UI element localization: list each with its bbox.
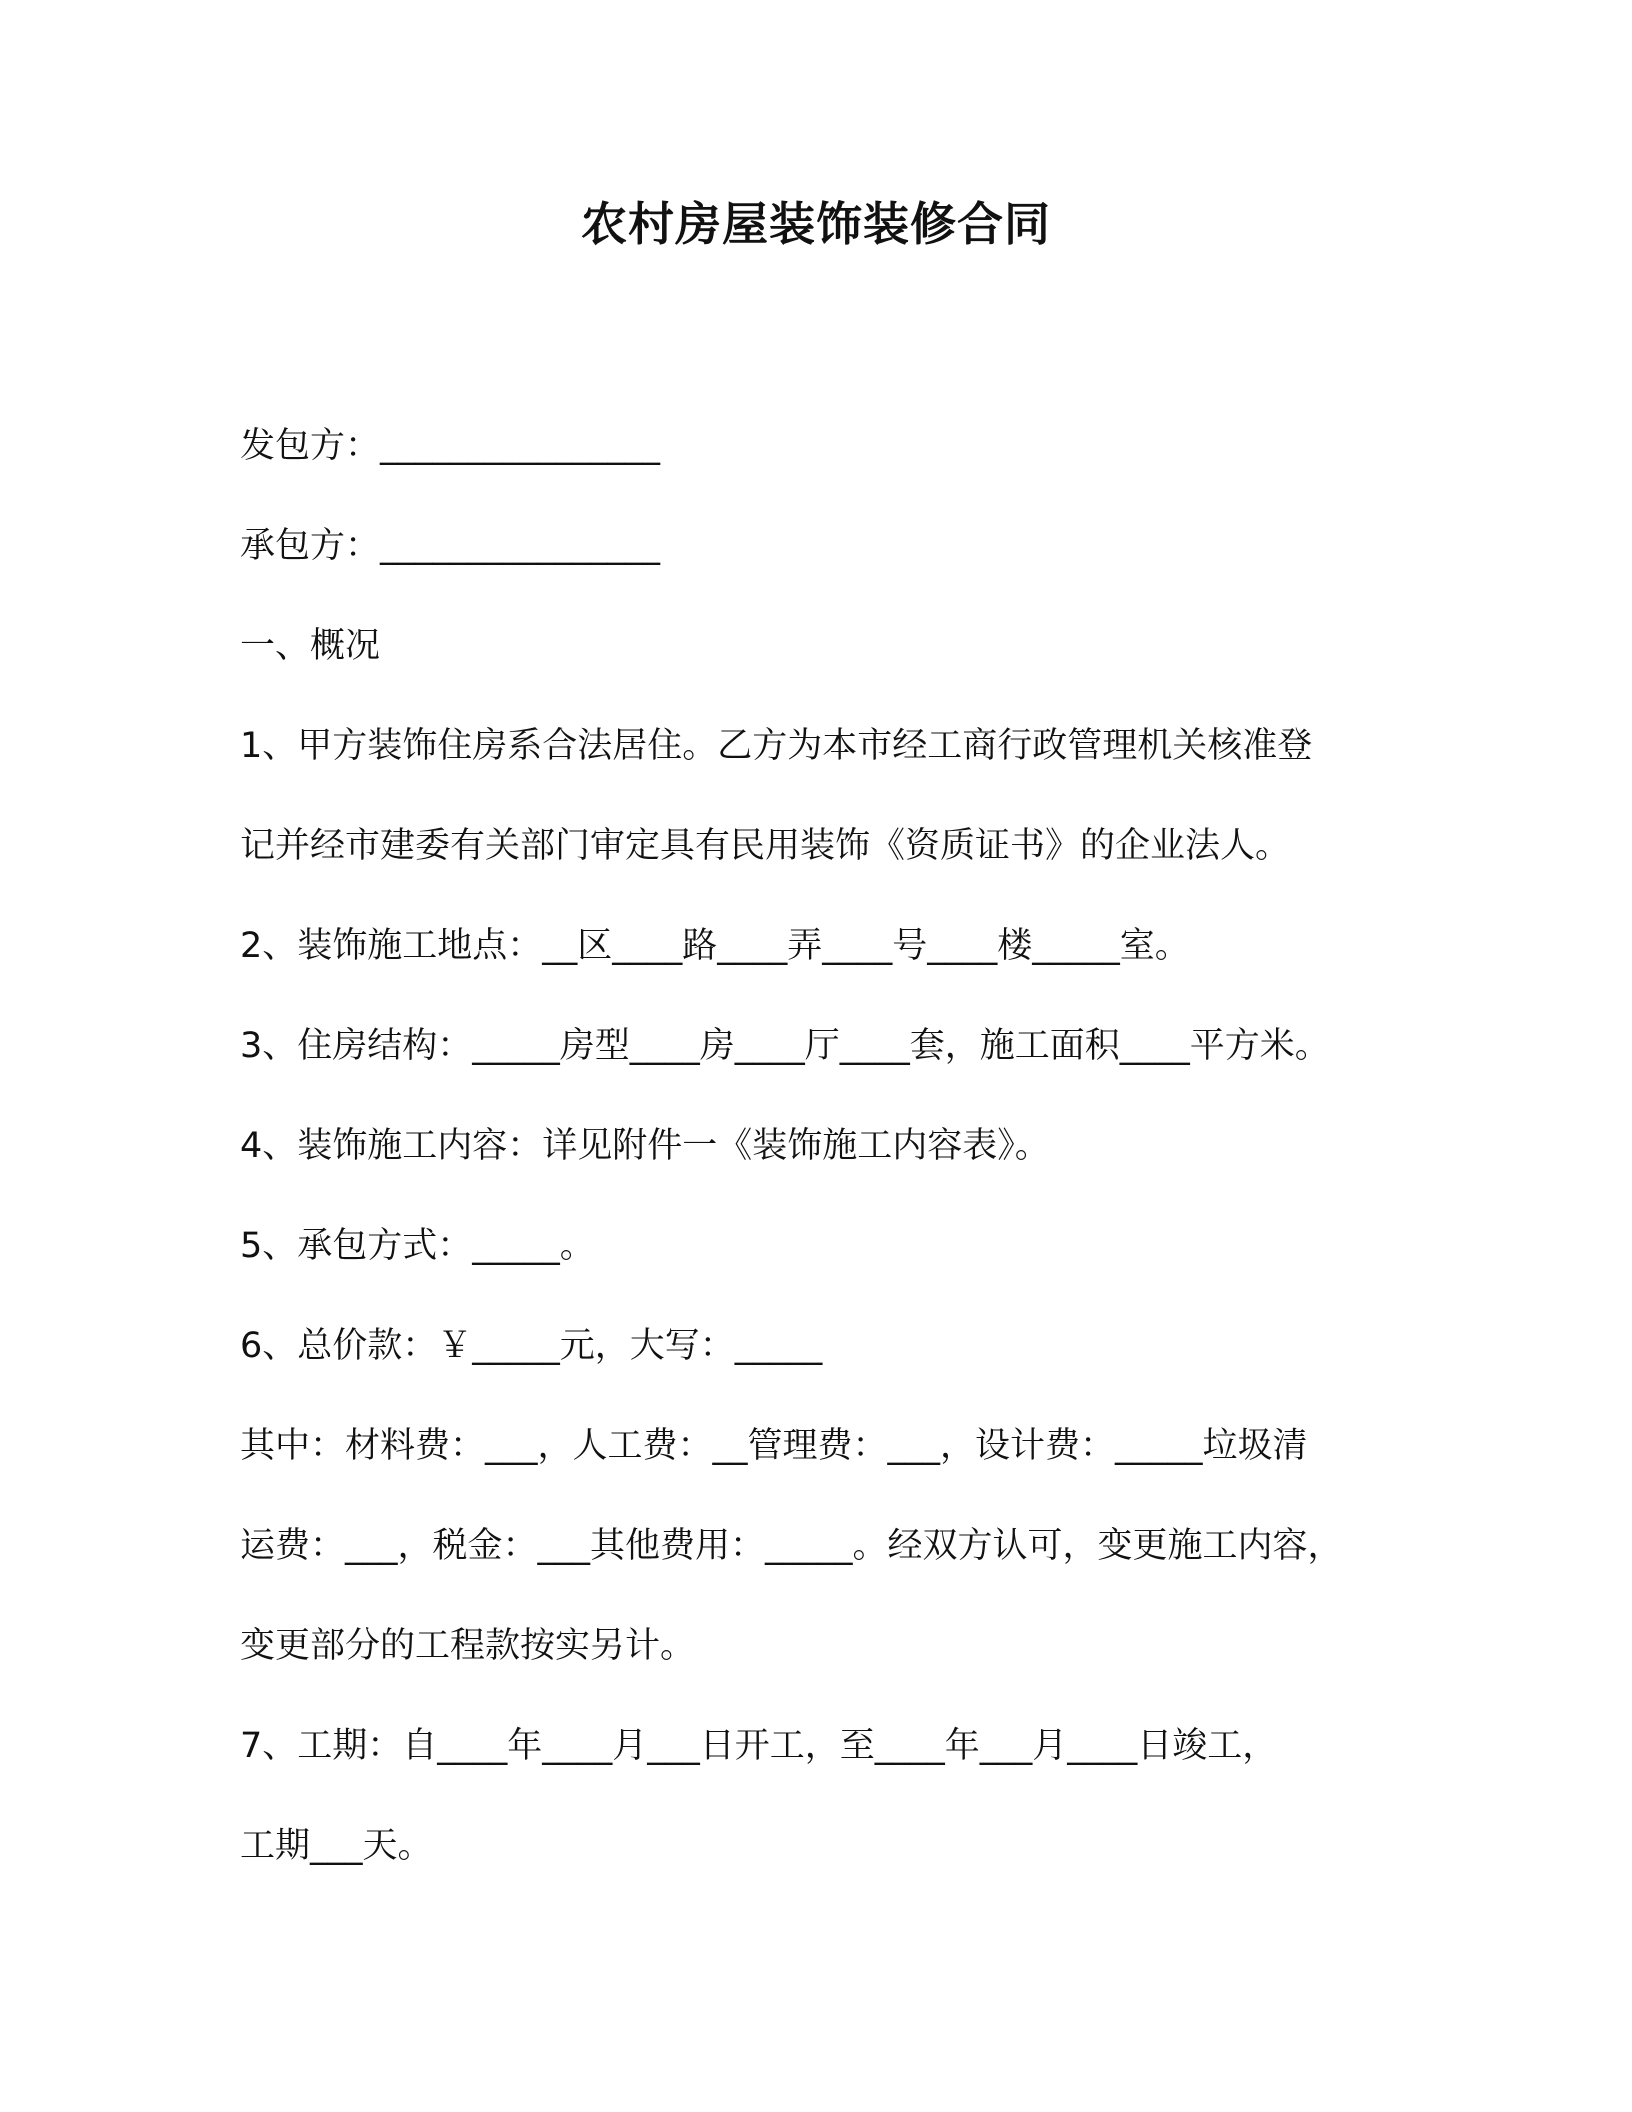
clause-1-line-1: 1、甲方装饰住房系合法居住。乙方为本市经工商行政管理机关核准登 — [240, 726, 1313, 766]
cost-breakdown-line-1: 其中：材料费：___，人工费：__管理费：___，设计费：_____垃圾清 — [240, 1426, 1308, 1466]
clause-1-line-2: 记并经市建委有关部门审定具有民用装饰《资质证书》的企业法人。 — [240, 826, 1291, 866]
document-title: 农村房屋装饰装修合同 — [581, 197, 1051, 251]
party-b-line: 承包方：________________ — [240, 526, 661, 566]
clause-5-line: 5、承包方式：_____。 — [240, 1226, 595, 1266]
party-a-line: 发包方：________________ — [240, 426, 661, 466]
clause-7-line-2: 工期___天。 — [240, 1826, 433, 1866]
clause-6-line: 6、总价款：￥_____元，大写：_____ — [240, 1326, 823, 1366]
cost-breakdown-line-2: 运费：___，税金：___其他费用：_____。经双方认可，变更施工内容， — [240, 1526, 1343, 1566]
clause-4-line: 4、装饰施工内容：详见附件一《装饰施工内容表》。 — [240, 1126, 1050, 1166]
clause-3-line: 3、住房结构：_____房型____房____厅____套，施工面积____平方米。 — [240, 1026, 1330, 1066]
clause-7-line-1: 7、工期：自____年____月___日开工，至____年___月____日竣工， — [240, 1726, 1278, 1766]
clause-2-line: 2、装饰施工地点：__区____路____弄____号____楼_____室。 — [240, 926, 1190, 966]
section-heading: 一、概况 — [240, 626, 381, 666]
contract-body — [240, 416, 1440, 1916]
cost-breakdown-line-3: 变更部分的工程款按实另计。 — [240, 1626, 696, 1666]
